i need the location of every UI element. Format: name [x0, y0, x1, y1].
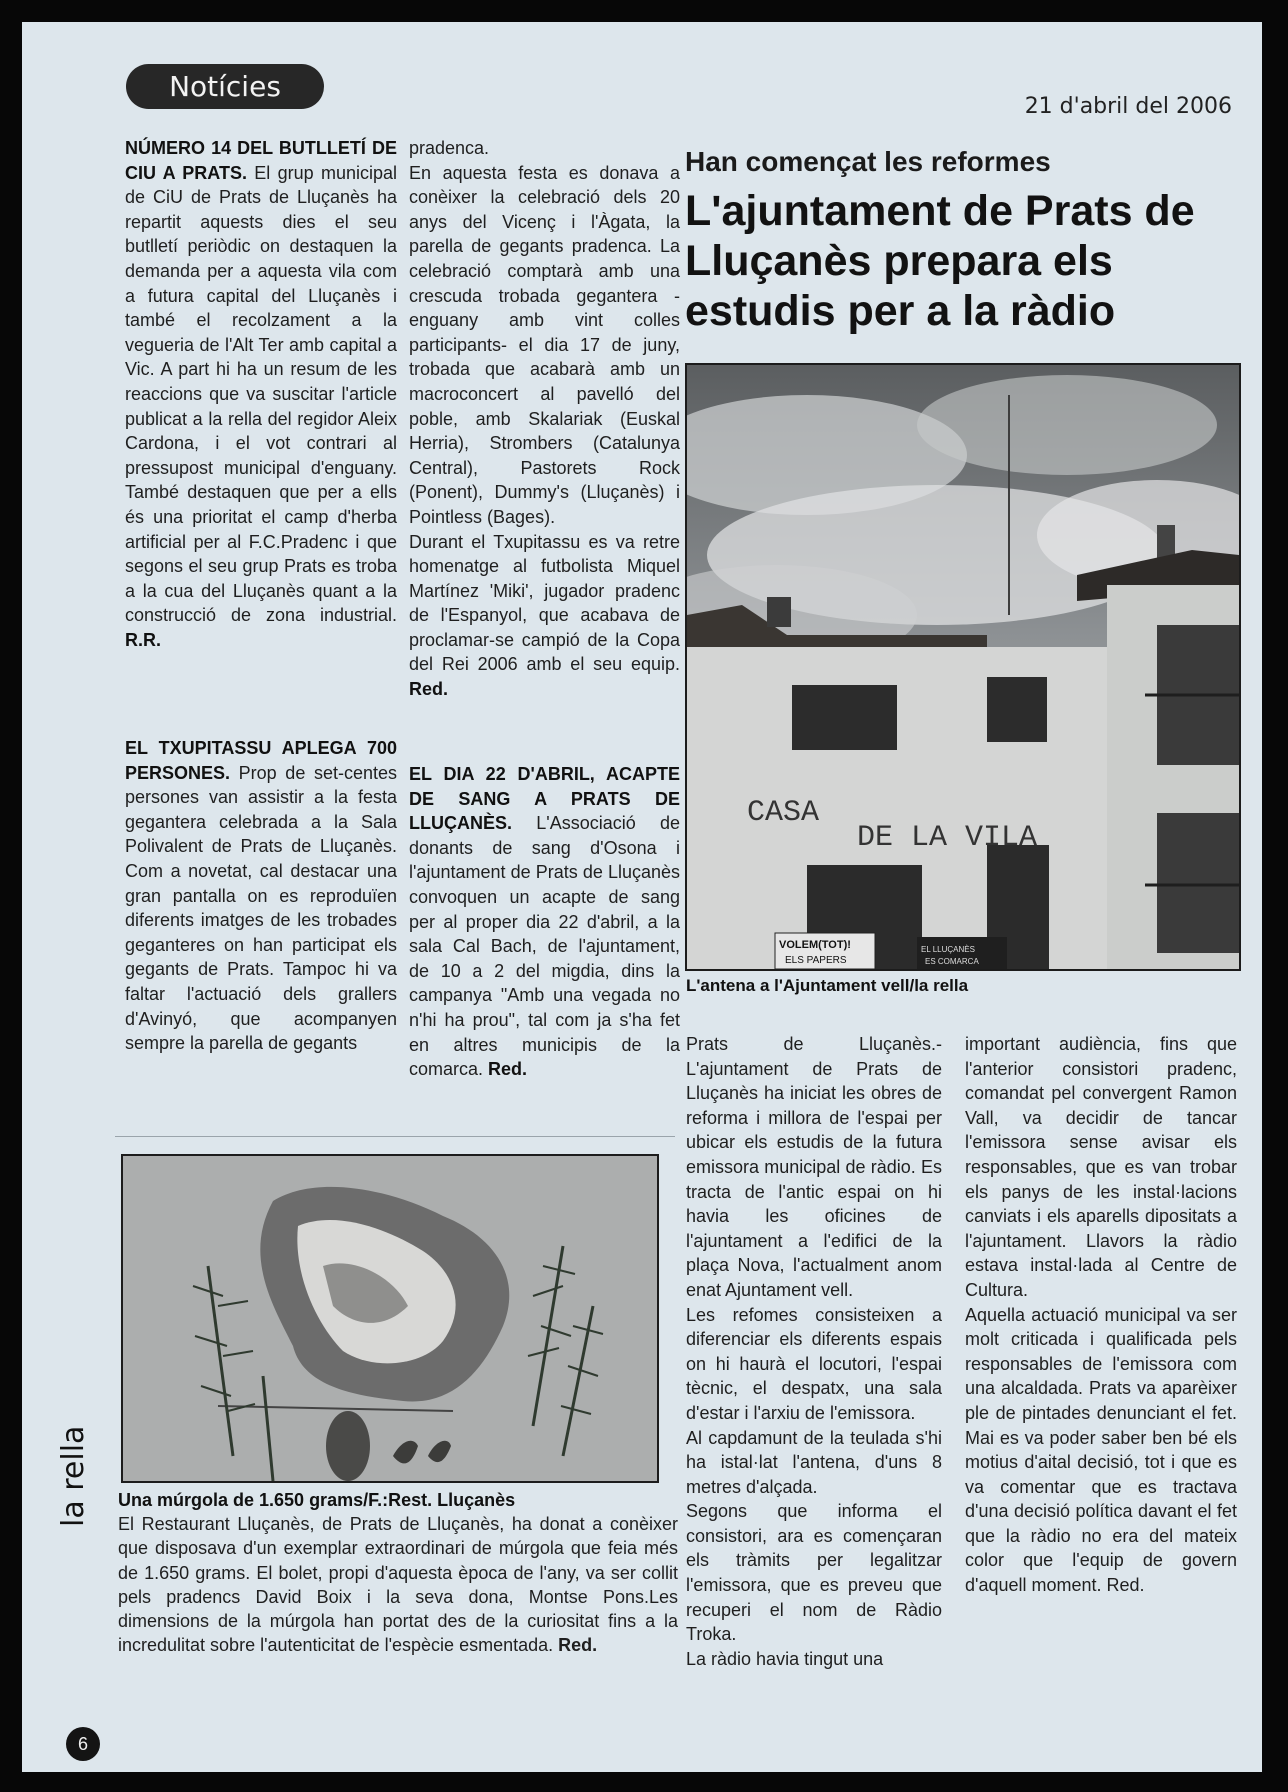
banner-left-line2: ELS PAPERS: [785, 955, 847, 966]
article-ciu: [125, 136, 397, 652]
photo-sign-vila: DE LA VILA: [857, 821, 1038, 855]
main-col2-p1: important audiència, fins que l'anterior consistori pradenc, comandat pel convergent Ramon Vall, va decidir de tancar l'emissora sense avisar els responsables, que es van trobar els panys de les instal·lacions canviats i els aparells dipositats a l'ajuntament. Llavors la ràdio estava instal·lada al Centre de Cultura.: [965, 1034, 1237, 1300]
main-col1-p4: Segons que informa el consistori, ara es començaran els tràmits per legalitzar l'emissora, que es preveu que recuperi el nom de Ràdio Troka.: [686, 1501, 942, 1645]
morel-body: El Restaurant Lluçanès, de Prats de Lluçanès, ha donat a conèixer que disposava d'un exemplar extraordinari de múrgola que feia més de 1.650 grams. El bolet, propi d'aquesta època de l'any, va ser collit pels pradencs David Boix i la seva dona, Montse Pons.Les dimensions de la múrgola han portat des de la curiositat fins a la incredulitat sobre l'autenticitat de l'espècie esmentada.: [118, 1514, 678, 1656]
article-acapte-sang: [409, 762, 680, 1082]
issue-date: 21 d'abril del 2006: [1024, 94, 1232, 119]
photo-caption-credit: la rella: [914, 976, 969, 995]
article-txupitassu-body-2b: En aquesta festa es donava a conèixer la celebració dels 20 anys del Vicenç i l'Àgata, la parella de gegants pradenca. La celebració comptarà amb una crescuda trobada gegantera -enguany amb vint colles participants- el dia 17 de juny, trobada que acabarà amb un macroconcert al pavelló del poble, amb Skalariak (Euskal Herria), Strombers (Catalunya Central), Pastorets Rock (Ponent), Dummy's (Lluçanès) i Pointless (Bages).: [409, 162, 680, 527]
banner-left-line1: VOLEM(TOT)!: [779, 939, 851, 951]
article-ciu-lead: NÚMERO 14 DEL BUTLLETÍ DE CIU A PRATS.: [125, 138, 397, 183]
article-ciu-body: El grup municipal de CiU de Prats de Lluçanès ha repartit aquests dies el seu butlletí periòdic on destaquen la demanda per a aquesta vila com a futura capital del Lluçanès i també el recolzament a la vegueria de l'Alt Ter amb capital a Vic. A part hi ha un resum de les reaccions que va suscitar l'article publicat a la rella del regidor Aleix Cardona, i el vot contrari al pressupost municipal d'enguany. També destaquen que per a ells és una prioritat el camp d'herba artificial per al F.C.Pradenc i que segons el seu grup Prats es troba a la cua del Lluçanès quant a la construcció de zona industrial.: [125, 162, 397, 626]
article-acapte-lead: EL DIA 22 D'ABRIL, ACAPTE DE SANG A PRATS DE LLUÇANÈS.: [409, 764, 680, 834]
main-col2-p2: Aquella actuació municipal va ser molt criticada i qualificada pels responsables de l'emissora com una alcaldada. Prats va aparèixer ple de pintades denunciant el fet. Mai es va poder saber ben bé els motius d'aital decisió, tot i que es va comentar que es tractava d'una decisió política davant el fet que la ràdio no era del mateix color que l'equip de govern d'aquell moment. Red.: [965, 1304, 1237, 1596]
article-txupitassu-lead: EL TXUPITASSU APLEGA 700 PERSONES.: [125, 738, 397, 783]
article-txupitassu-body-2a: pradenca.: [409, 138, 490, 158]
section-badge: Notícies: [126, 64, 324, 109]
town-hall-photo: [685, 363, 1241, 971]
main-col1-p5: La ràdio havia tingut una: [686, 1648, 884, 1669]
main-col1-p3: Al capdamunt de la teulada s'hi ha istal·lat l'antena, d'uns 8 metres d'alçada.: [686, 1427, 942, 1497]
banner-right-line2: ES COMARCA: [925, 957, 979, 966]
main-col1-p1: Prats de Lluçanès.- L'ajuntament de Prats de Lluçanès ha iniciat les obres de reforma i millora de l'espai per ubicar els estudis de la futura emissora municipal de ràdio. Es tracta de l'antic espai on hi havia les oficines de l'ajuntament a l'edifici de la plaça Nova, l'actualment anom enat Ajuntament vell.: [686, 1034, 942, 1300]
article-acapte-sign: Red.: [483, 1059, 528, 1080]
section-divider: [115, 1136, 675, 1137]
main-col1-p2: Les refomes consisteixen a diferenciar els diferents espais on hi haurà el locutori, l'espai tècnic, el despatx, una sala d'estar i l'arxiu de l'emissora.: [686, 1304, 942, 1423]
main-article-col2: [965, 1032, 1237, 1598]
article-txupitassu-part1: [125, 736, 397, 1056]
banner-right-line1: EL LLUÇANÈS: [921, 945, 975, 954]
main-headline: L'ajuntament de Prats de Lluçanès prepara els estudis per a la ràdio: [685, 187, 1195, 335]
main-article-col1: [686, 1032, 942, 1671]
main-kicker: Han començat les reformes: [685, 146, 1051, 177]
photo-caption-text: L'antena a l'Ajuntament vell/: [686, 976, 915, 995]
morel-illustration: [123, 1156, 657, 1481]
morel-photo: [121, 1154, 659, 1483]
newspaper-page: [22, 22, 1262, 1772]
photo-caption: [686, 976, 968, 996]
article-ciu-sign: R.R.: [125, 629, 161, 650]
morel-sign: Red.: [553, 1635, 598, 1656]
morel-caption-credit: Rest. Lluçanès: [388, 1490, 516, 1510]
photo-sign-casa: CASA: [747, 796, 820, 830]
publication-brand: la rella: [56, 1425, 91, 1527]
page-number: 6: [66, 1727, 100, 1761]
town-hall-illustration: [687, 365, 1239, 969]
article-txupitassu-part2: [409, 136, 680, 702]
article-acapte-body: L'Associació de donants de sang d'Osona i l'ajuntament de Prats de Lluçanès convoquen un acapte de sang per al proper dia 22 d'abril, a la sala Cal Bach, de l'ajuntament, de 10 a 2 del migdia, dins la campanya "Amb una vegada no n'hi ha prou", tal com ja s'ha fet en altres municipis de la comarca.: [409, 813, 680, 1080]
article-txupitassu-body-1: Prop de set-centes persones van assistir a la festa gegantera celebrada a la Sala Polivalent de Prats de Lluçanès. Com a novetat, cal destacar una gran pantalla on es reproduïen diferents imatges de les trobades geganteres on han participat els gegants de Prats. Tampoc hi va faltar l'actuació dels grallers d'Avinyó, que acompanyen sempre la parella de gegants: [125, 762, 397, 1054]
article-txupitassu-sign: Red.: [409, 679, 449, 700]
article-txupitassu-body-2c: Durant el Txupitassu es va retre homenatge al futbolista Miquel Martínez 'Miki', jugador pradenc de l'Espanyol, que acabava de proclamar-se campió de la Copa del Rei 2006 amb el seu equip.: [409, 531, 680, 675]
morel-caption-title: Una múrgola de 1.650 grams/F.:: [118, 1490, 389, 1510]
morel-caption: [118, 1488, 678, 1657]
